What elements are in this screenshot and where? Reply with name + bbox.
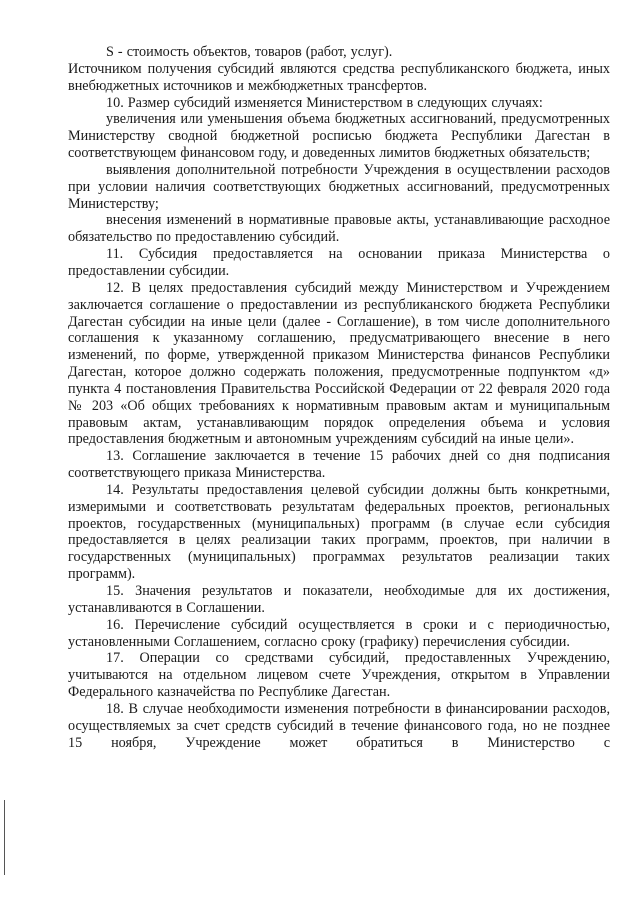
paragraph: 15. Значения результатов и показатели, необходимые для их достижения, устанавливаются в Соглашении. [68, 583, 610, 616]
paragraph: 17. Операции со средствами субсидий, предоставленных Учреждению, учитываются на отдельном лицевом счете Учреждения, открытом в Управлении Федерального казначейства по Республике Дагестан. [68, 650, 610, 701]
paragraph: 10. Размер субсидий изменяется Министерством в следующих случаях: [106, 94, 543, 111]
paragraph: внесения изменений в нормативные правовые акты, устанавливающие расходное обязательство по предоставлению субсидий. [68, 212, 610, 246]
paragraph: 11. Субсидия предоставляется на основании приказа Министерства о предоставлении субсидии. [68, 246, 610, 279]
paragraph: увеличения или уменьшения объема бюджетных ассигнований, предусмотренных Министерству сводной бюджетной росписью бюджета Республики Дагестан в соответствующем финансовом году, и доведенных лимитов бюджетных обязательств; [68, 111, 610, 162]
paragraph: S - стоимость объектов, товаров (работ, услуг). [106, 44, 393, 60]
paragraph: Источником получения субсидий являются средства республиканского бюджета, иных внебюджетных источников и межбюджетных трансфертов. [68, 60, 610, 94]
paragraph: 14. Результаты предоставления целевой субсидии должны быть конкретными, измеримыми и соответствовать результатам федеральных проектов, региональных проектов, государственных (муниципальных) программ (в случае если субсидия предоставляется в целях реализации таких программ, проектов, при наличии в государственных (муниципальных) программах результатов реализации таких программ). [68, 481, 610, 583]
paragraph: выявления дополнительной потребности Учреждения в осуществлении расходов при условии наличия соответствующих бюджетных ассигнований, предусмотренных Министерству; [68, 161, 610, 212]
paragraph: 18. В случае необходимости изменения потребности в финансировании расходов, осуществляемых за счет средств субсидий в течение финансового года, но не позднее 15 ноября, Учреждение может обратиться в Министерство с [68, 700, 610, 751]
scan-edge-mark [4, 800, 5, 875]
paragraph: 12. В целях предоставления субсидий между Министерством и Учреждением заключается соглашение о предоставлении из республиканского бюджета Республики Дагестан субсидии на иные цели (далее - Соглашение), в том числе дополнительного соглашения к указанному соглашению, предусматривающего внесение в него изменений, по форме, утвержденной приказом Министерства финансов Республики Дагестан, которое должно содержать положения, предусмотренные подпунктом «д» пункта 4 постановления Правительства Российской Федерации от 22 февраля 2020 года № 203 «Об общих требованиях к нормативным правовым актам и муниципальным правовым актам, устанавливающим порядок определения объема и условия предоставления бюджетным и автономным учреждениям субсидий на иные цели». [68, 279, 610, 448]
paragraph: 16. Перечисление субсидий осуществляется в сроки и с периодичностью, установленными Соглашением, согласно сроку (графику) перечисления субсидии. [68, 616, 610, 650]
paragraph: 13. Соглашение заключается в течение 15 рабочих дней со дня подписания соответствующего приказа Министерства. [68, 448, 610, 482]
